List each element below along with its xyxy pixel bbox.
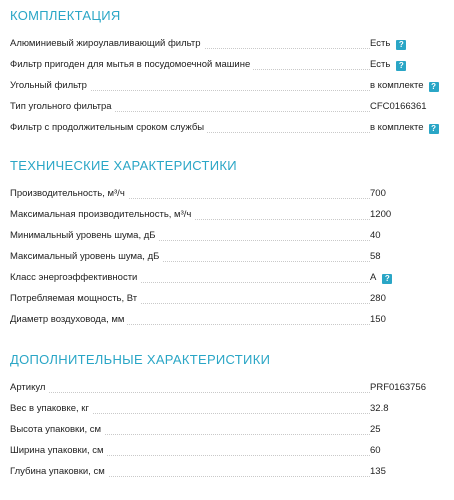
spec-row [10,204,446,225]
spec-label: Тип угольного фильтра [10,96,115,117]
spec-row [10,419,446,440]
spec-label: Глубина упаковки, см [10,461,108,482]
spec-label: Диаметр воздуховода, мм [10,309,127,330]
spec-row [10,440,446,461]
spec-label: Производительность, м³/ч [10,183,128,204]
section-title-additional: ДОПОЛНИТЕЛЬНЫЕ ХАРАКТЕРИСТИКИ [10,352,271,367]
spec-row [10,461,446,482]
spec-row [10,96,446,117]
spec-row [10,33,446,54]
spec-label: Алюминиевый жироулавливающий фильтр [10,33,204,54]
spec-row [10,288,446,309]
spec-value: 135 [370,466,386,477]
help-icon[interactable]: ? [429,124,439,134]
spec-label: Максимальная производительность, м³/ч [10,204,194,225]
spec-label: Класс энергоэффективности [10,267,140,288]
spec-value: 700 [370,188,386,199]
spec-row [10,183,446,204]
spec-row [10,54,446,75]
spec-value: 58 [370,251,381,262]
spec-value: в комплекте [370,80,424,91]
spec-row [10,309,446,330]
spec-value-cell [370,225,446,246]
spec-label: Высота упаковки, см [10,419,104,440]
spec-value-cell [370,419,446,440]
spec-row [10,225,446,246]
spec-value-cell [370,246,446,267]
spec-label: Угольный фильтр [10,75,90,96]
spec-value: 40 [370,230,381,241]
spec-label: Минимальный уровень шума, дБ [10,225,159,246]
spec-value-cell [370,204,446,225]
spec-value: 1200 [370,209,392,220]
spec-row [10,117,446,138]
help-icon[interactable]: ? [396,61,406,71]
spec-value: 60 [370,445,381,456]
spec-row [10,75,446,96]
spec-value: 32.8 [370,403,389,414]
spec-value-cell [370,377,446,398]
spec-value-cell [370,33,446,54]
spec-value-cell [370,75,446,96]
spec-value-cell [370,96,446,117]
spec-value: Есть [370,59,391,70]
spec-row [10,246,446,267]
spec-value-cell [370,54,446,75]
spec-label: Артикул [10,377,48,398]
section-title-technical: ТЕХНИЧЕСКИЕ ХАРАКТЕРИСТИКИ [10,158,237,173]
spec-value-cell [370,183,446,204]
spec-value: Есть [370,38,391,49]
spec-row [10,398,446,419]
spec-value-cell [370,117,446,138]
spec-value-cell [370,288,446,309]
spec-value-cell [370,461,446,482]
spec-label: Максимальный уровень шума, дБ [10,246,162,267]
spec-value-cell [370,267,446,288]
help-icon[interactable]: ? [382,274,392,284]
spec-label: Фильтр с продолжительным сроком службы [10,117,207,138]
spec-label: Вес в упаковке, кг [10,398,92,419]
spec-value-cell [370,440,446,461]
spec-label: Ширина упаковки, см [10,440,107,461]
spec-value-cell [370,309,446,330]
spec-value: CFC0166361 [370,101,427,112]
section-title-equipment: КОМПЛЕКТАЦИЯ [10,8,121,23]
spec-value: 150 [370,314,386,325]
help-icon[interactable]: ? [396,40,406,50]
spec-label: Фильтр пригоден для мытья в посудомоечной машине [10,54,253,75]
spec-value: в комплекте [370,122,424,133]
spec-value-cell [370,398,446,419]
spec-row [10,377,446,398]
spec-value: PRF0163756 [370,382,426,393]
spec-value: A [370,272,377,283]
spec-value: 280 [370,293,386,304]
spec-value: 25 [370,424,381,435]
help-icon[interactable]: ? [429,82,439,92]
spec-row [10,267,446,288]
spec-label: Потребляемая мощность, Вт [10,288,140,309]
